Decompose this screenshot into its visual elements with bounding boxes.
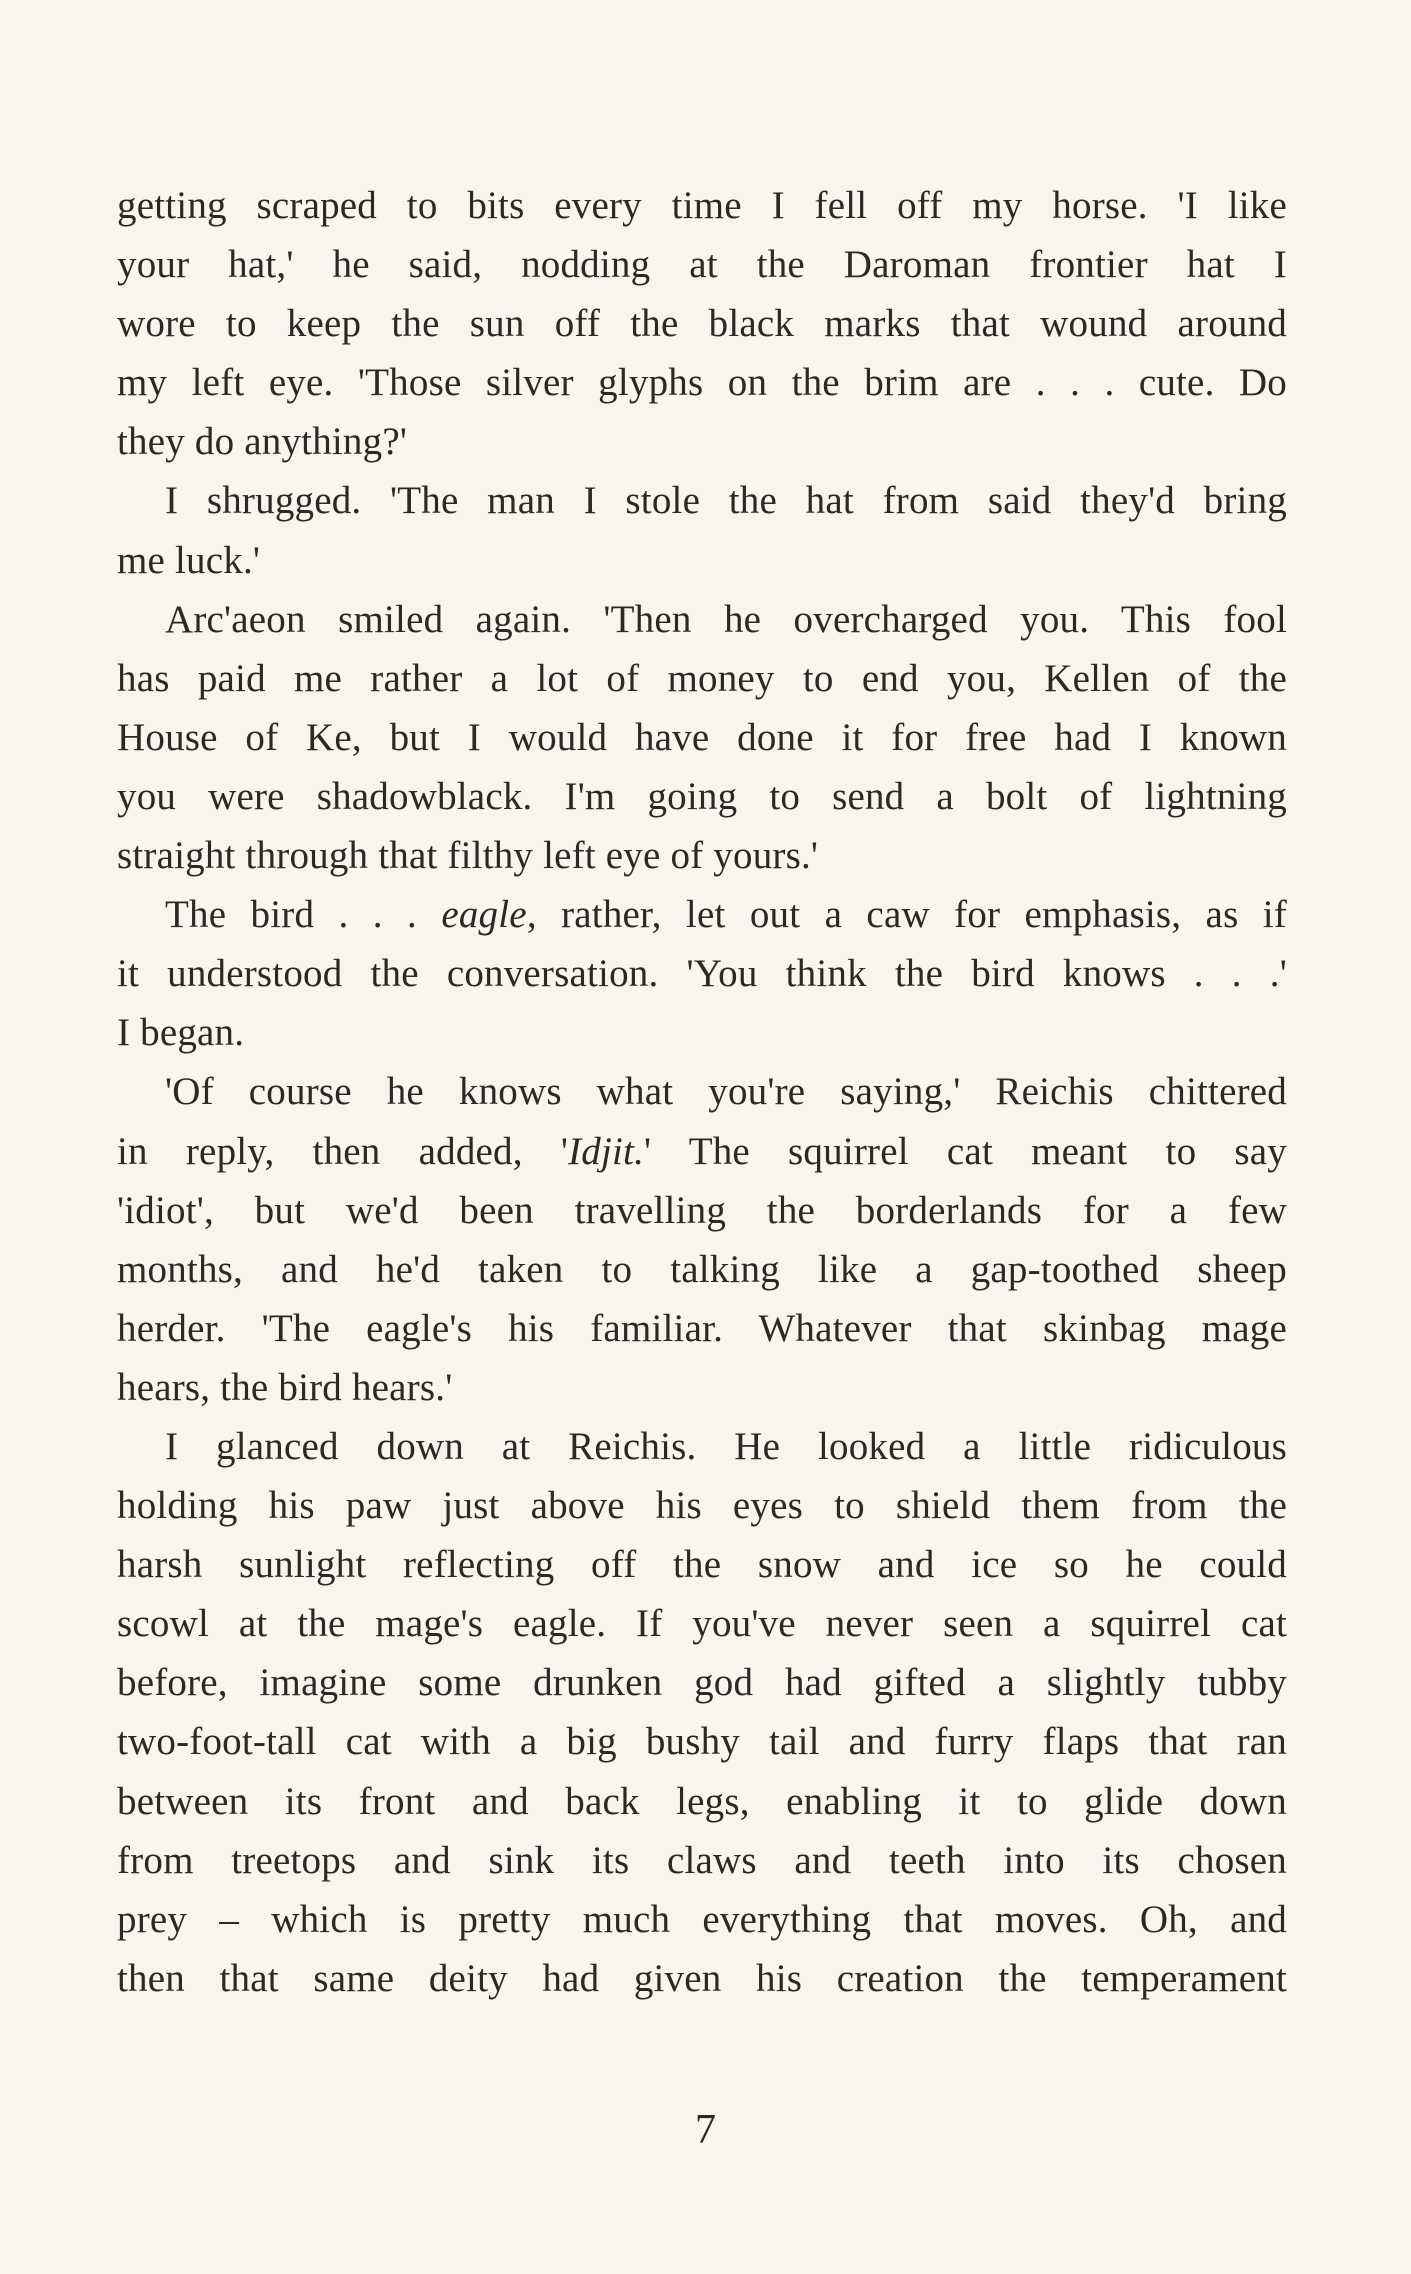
italic-text: eagle	[441, 893, 527, 937]
text-line: my left eye. 'Those silver glyphs on the brim are . . . cute. Do	[117, 361, 1287, 405]
text-line: House of Ke, but I would have done it for free had I known	[117, 715, 1287, 759]
text-line: me luck.'	[117, 538, 261, 582]
italic-text: Idjit.	[568, 1129, 645, 1173]
text-line: holding his paw just above his eyes to shield them from the	[117, 1484, 1287, 1528]
text-line: harsh sunlight reflecting off the snow and ice so he could	[117, 1543, 1287, 1587]
text-line: before, imagine some drunken god had gifted a slightly tubby	[117, 1661, 1287, 1705]
text-line: between its front and back legs, enabling it to glide down	[117, 1779, 1287, 1823]
text-line: your hat,' he said, nodding at the Daroman frontier hat I	[117, 243, 1287, 287]
text-line: it understood the conversation. 'You think the bird knows . . .'	[117, 952, 1287, 996]
text-line: prey – which is pretty much everything that moves. Oh, and	[117, 1897, 1287, 1941]
page-number: 7	[695, 2107, 716, 2153]
text-line: has paid me rather a lot of money to end you, Kellen of the	[117, 656, 1287, 700]
text-line: herder. 'The eagle's his familiar. Whatever that skinbag mage	[117, 1306, 1287, 1350]
text-line: months, and he'd taken to talking like a gap-toothed sheep	[117, 1247, 1287, 1291]
text-line: they do anything?'	[117, 420, 408, 464]
text-line: in reply, then added, 'Idjit.' The squirrel cat meant to say	[117, 1129, 1288, 1173]
text-line: wore to keep the sun off the black marks that wound around	[117, 302, 1287, 346]
text-line: straight through that filthy left eye of yours.'	[117, 834, 819, 878]
text-line: from treetops and sink its claws and teeth into its chosen	[117, 1838, 1287, 1882]
text-line: hears, the bird hears.'	[117, 1365, 453, 1409]
text-line: getting scraped to bits every time I fell off my horse. 'I like	[117, 184, 1287, 227]
body-text	[117, 176, 1287, 2008]
text-line: 'idiot', but we'd been travelling the borderlands for a few	[117, 1188, 1287, 1232]
text-line: Arc'aeon smiled again. 'Then he overcharged you. This fool	[165, 597, 1287, 641]
text-line: I shrugged. 'The man I stole the hat from said they'd bring	[165, 479, 1287, 523]
text-line: two-foot-tall cat with a big bushy tail and furry flaps that ran	[117, 1720, 1287, 1764]
text-line: I began.	[117, 1011, 245, 1055]
text-line: you were shadowblack. I'm going to send a bolt of lightning	[117, 774, 1287, 818]
text-line: then that same deity had given his creation the temperament	[117, 1956, 1287, 2000]
text-line: The bird . . . eagle, rather, let out a caw for emphasis, as if	[165, 893, 1287, 937]
text-line: I glanced down at Reichis. He looked a little ridiculous	[165, 1424, 1287, 1468]
text-line: 'Of course he knows what you're saying,' Reichis chittered	[165, 1070, 1287, 1114]
text-line: scowl at the mage's eagle. If you've never seen a squirrel cat	[117, 1602, 1287, 1646]
